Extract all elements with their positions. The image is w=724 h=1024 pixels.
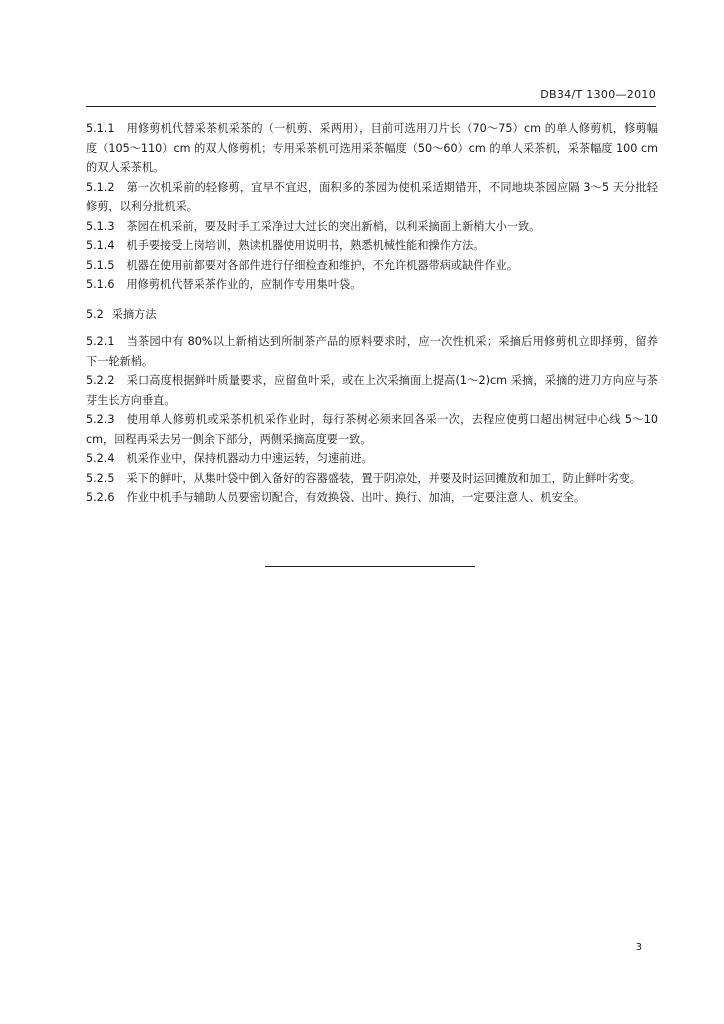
end-rule — [265, 566, 475, 567]
clause-5-1-4 — [86, 236, 658, 256]
clause-number: 5.1.5 — [86, 258, 115, 272]
clause-text: 第一次机采前的轻修剪，宜早不宜迟，面积多的茶园为使机采适期错开，不同地块茶园应隔 3～5 天分批轻修剪，以利分批机采。 — [86, 180, 658, 213]
clause-text: 机手要接受上岗培训，熟读机器使用说明书，熟悉机械性能和操作方法。 — [126, 239, 485, 252]
clause-number: 5.1.4 — [86, 239, 115, 252]
clause-number: 5.2.1 — [86, 335, 115, 348]
clause-text: 采下的鲜叶，从集叶袋中倒入备好的容器盛装，置于阴凉处，并要及时运回摊放和加工，防止鲜叶劣变。 — [126, 471, 642, 485]
clause-number: 5.1.3 — [86, 219, 115, 233]
clause-number: 5.2.6 — [86, 491, 115, 504]
clause-5-1-5 — [86, 256, 658, 276]
clause-5-1-3 — [86, 217, 658, 237]
clause-text: 用修剪机代替采茶作业的，应制作专用集叶袋。 — [126, 278, 362, 291]
section-heading — [86, 305, 658, 325]
clause-text: 茶园在机采前，要及时手工采净过大过长的突出新梢，以利采摘面上新梢大小一致。 — [126, 219, 541, 233]
header-code: DB34/T 1300—2010 — [540, 88, 656, 101]
clause-text: 机器在使用前都要对各部件进行仔细检查和维护，不允许机器带病或缺件作业。 — [126, 258, 519, 272]
document-body — [86, 119, 658, 508]
clause-5-2-2 — [86, 371, 658, 410]
page-number: 3 — [635, 942, 642, 953]
clause-text: 机采作业中，保持机器动力中速运转，匀速前进。 — [126, 452, 373, 465]
clause-text: 用修剪机代替采茶机采茶的（一机剪、采两用），目前可选用刀片长（70～75）cm 的单人修剪机，修剪幅度（105～110）cm 的双人修剪机；专用采茶机可选用采茶幅度（50～60）cm 的单人采茶机，采茶幅度 100 cm 的双人采茶机。 — [86, 122, 658, 174]
clause-text: 使用单人修剪机或采茶机机采作业时，每行茶树必须来回各采一次，去程应使剪口超出树冠中心线 5～10 cm，回程再采去另一侧余下部分，两侧采摘高度要一致。 — [86, 413, 658, 446]
header-rule — [86, 106, 656, 107]
section-title: 采摘方法 — [111, 307, 157, 321]
clause-5-2-6 — [86, 488, 658, 508]
clause-number: 5.1.2 — [86, 180, 115, 194]
clause-5-2-5 — [86, 469, 658, 489]
clause-number: 5.2.3 — [86, 413, 115, 426]
clause-5-2-4 — [86, 449, 658, 469]
clause-5-1-1 — [86, 119, 658, 178]
clause-5-1-6 — [86, 275, 658, 295]
clause-text: 作业中机手与辅助人员要密切配合，有效换袋、出叶、换行、加油，一定要注意人、机安全。 — [126, 491, 586, 504]
clause-number: 5.1.1 — [86, 122, 115, 135]
clause-5-2-1 — [86, 332, 658, 371]
clause-number: 5.1.6 — [86, 278, 115, 291]
clause-text: 采口高度根据鲜叶质量要求，应留鱼叶采，或在上次采摘面上提高(1～2)cm 采摘，采摘的进刀方向应与茶芽生长方向垂直。 — [86, 374, 658, 407]
clause-number: 5.2.4 — [86, 452, 115, 465]
clause-5-1-2 — [86, 178, 658, 217]
clause-5-2-3 — [86, 410, 658, 449]
clause-number: 5.2.5 — [86, 471, 115, 485]
section-number: 5.2 — [86, 307, 104, 321]
clause-text: 当茶园中有 80%以上新梢达到所制茶产品的原料要求时，应一次性机采；采摘后用修剪机立即择剪，留养下一轮新梢。 — [86, 335, 658, 368]
clause-number: 5.2.2 — [86, 374, 115, 387]
